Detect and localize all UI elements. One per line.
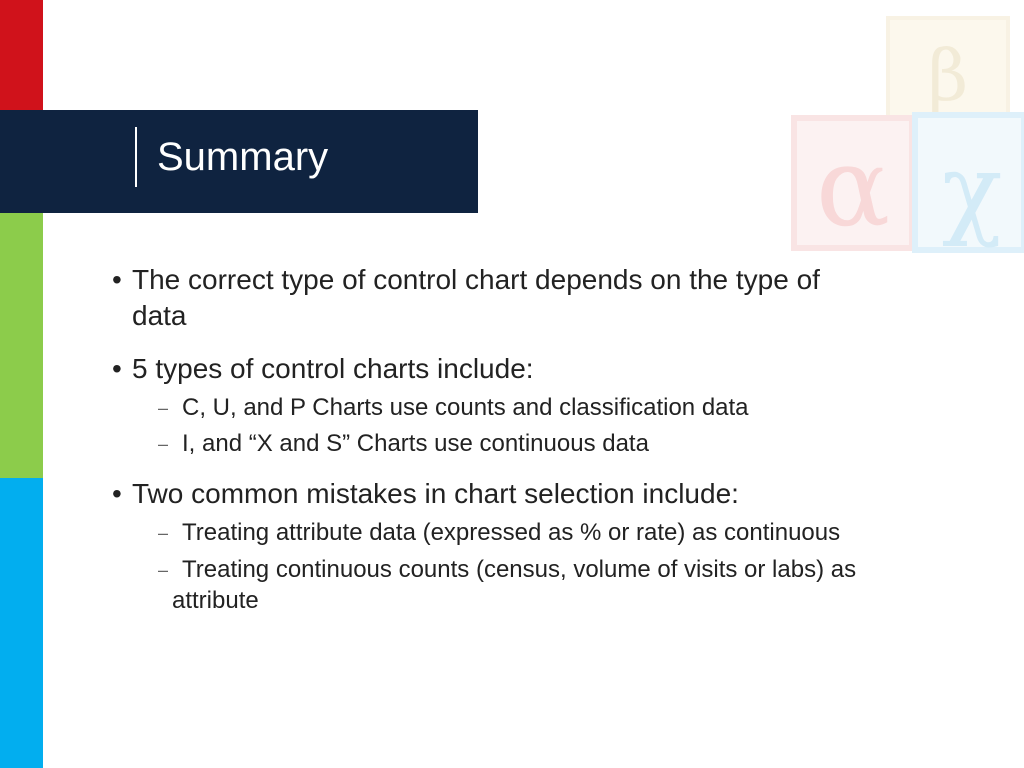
left-stripe-blue — [0, 478, 43, 768]
bullet-glyph: • — [112, 353, 122, 384]
bullet-text: data — [132, 300, 187, 331]
alphabet-blocks-decoration — [780, 0, 1024, 260]
sub-bullet-glyph: – — [158, 398, 169, 418]
sub-bullet-text: I, and “X and S” Charts use continuous data — [182, 430, 649, 457]
sub-bullet-text: attribute — [172, 587, 259, 614]
sub-bullet-text: Treating continuous counts (census, volume of visits or labs) as — [182, 556, 857, 583]
sub-bullet-glyph: – — [158, 560, 169, 580]
bullet-text: 5 types of control charts include: — [132, 353, 534, 384]
bullet-text: The correct type of control chart depends on the type of — [132, 264, 820, 295]
sub-bullet-glyph: – — [158, 523, 169, 543]
alpha-letter: α — [815, 123, 891, 251]
sub-bullet-glyph: – — [158, 434, 169, 454]
left-stripe-red — [0, 0, 43, 110]
chi-letter: χ — [941, 132, 1003, 249]
bullet-glyph: • — [112, 478, 122, 509]
bullet-glyph: • — [112, 264, 122, 295]
bullet-text: Two common mistakes in chart selection include: — [132, 478, 739, 509]
beta-letter: β — [927, 35, 969, 117]
left-stripe-green — [0, 213, 43, 478]
sub-bullet-text: Treating attribute data (expressed as % or rate) as continuous — [182, 519, 841, 546]
title-divider — [135, 127, 137, 187]
sub-bullet-text: C, U, and P Charts use counts and classification data — [182, 394, 749, 421]
slide-title: Summary — [157, 135, 329, 179]
